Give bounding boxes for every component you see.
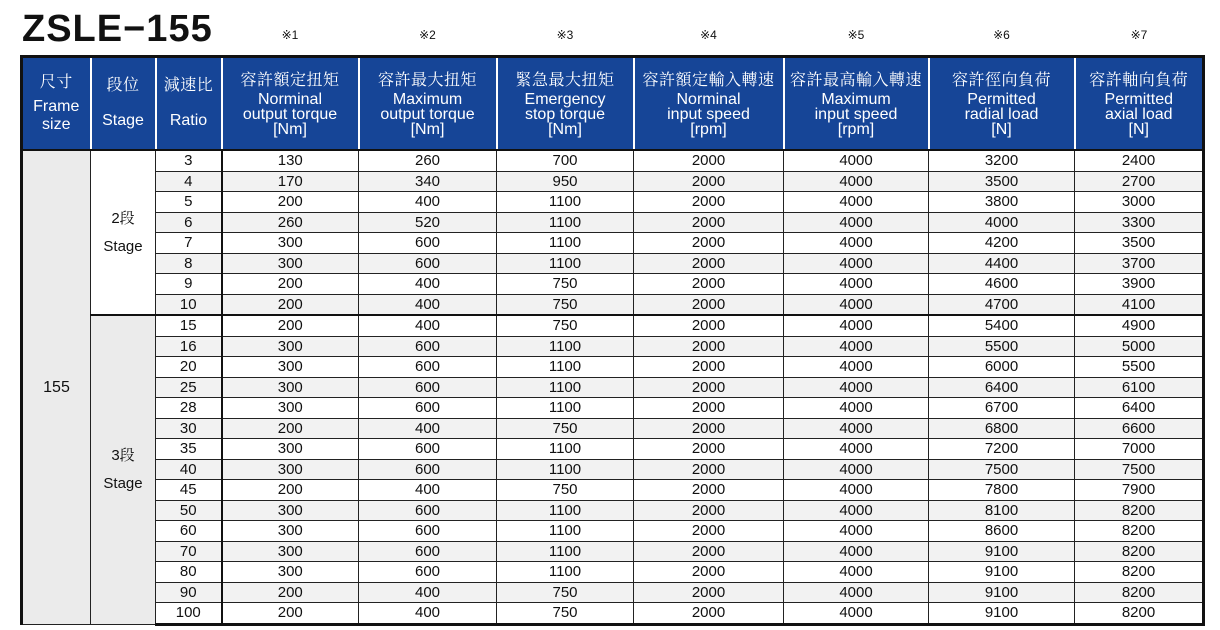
value-cell: 400 [359,315,497,336]
value-cell: 400 [359,480,497,501]
value-cell: 400 [359,274,497,295]
value-cell: 4000 [784,459,929,480]
ratio-cell: 28 [156,398,222,419]
header-maximum-output-torque: 容許最大扭矩 Maximum output torque [Nm] [359,57,497,151]
value-cell: 600 [359,562,497,583]
table-body [22,150,1204,624]
value-cell: 4000 [784,439,929,460]
value-cell: 9100 [929,541,1075,562]
value-cell: 8100 [929,500,1075,521]
table-row [22,357,1204,378]
header-maximum-input-speed: 容許最高輸入轉速 Maximum input speed [rpm] [784,57,929,151]
value-cell: 400 [359,192,497,213]
table-row [22,480,1204,501]
value-cell: 1100 [497,233,634,254]
value-cell: 2000 [634,294,784,315]
ratio-cell: 7 [156,233,222,254]
value-cell: 340 [359,171,497,192]
table-row [22,521,1204,542]
value-cell: 400 [359,582,497,603]
value-cell: 260 [359,150,497,171]
ratio-cell: 45 [156,480,222,501]
table-row [22,459,1204,480]
value-cell: 4000 [784,521,929,542]
value-cell: 2000 [634,357,784,378]
value-cell: 2000 [634,171,784,192]
value-cell: 300 [222,357,359,378]
value-cell: 600 [359,357,497,378]
table-row [22,171,1204,192]
value-cell: 7900 [1075,480,1204,501]
value-cell: 2000 [634,582,784,603]
value-cell: 9100 [929,582,1075,603]
value-cell: 300 [222,398,359,419]
value-cell: 1100 [497,377,634,398]
value-cell: 400 [359,603,497,625]
value-cell: 5500 [1075,357,1204,378]
value-cell: 750 [497,418,634,439]
value-cell: 520 [359,212,497,233]
ratio-cell: 16 [156,336,222,357]
value-cell: 2000 [634,459,784,480]
value-cell: 1100 [497,192,634,213]
value-cell: 4700 [929,294,1075,315]
value-cell: 2000 [634,336,784,357]
value-cell: 300 [222,541,359,562]
value-cell: 1100 [497,541,634,562]
value-cell: 8200 [1075,562,1204,583]
header-emergency-stop-torque: 緊急最大扭矩 Emergency stop torque [Nm] [497,57,634,151]
footnote-marker: ※3 [556,28,574,42]
header-ratio: 減速比 Ratio [156,57,222,151]
value-cell: 2000 [634,274,784,295]
table-row [22,233,1204,254]
value-cell: 3200 [929,150,1075,171]
value-cell: 200 [222,192,359,213]
ratio-cell: 80 [156,562,222,583]
ratio-cell: 3 [156,150,222,171]
stage-cell [91,150,156,315]
value-cell: 1100 [497,253,634,274]
table-row [22,603,1204,625]
value-cell: 750 [497,480,634,501]
table-row [22,336,1204,357]
value-cell: 3800 [929,192,1075,213]
value-cell: 2000 [634,377,784,398]
value-cell: 6400 [929,377,1075,398]
value-cell: 9100 [929,603,1075,625]
value-cell: 6400 [1075,398,1204,419]
value-cell: 600 [359,439,497,460]
table-row [22,212,1204,233]
value-cell: 200 [222,294,359,315]
value-cell: 600 [359,541,497,562]
value-cell: 7800 [929,480,1075,501]
ratio-cell: 60 [156,521,222,542]
ratio-cell: 40 [156,459,222,480]
value-cell: 3000 [1075,192,1204,213]
value-cell: 400 [359,418,497,439]
value-cell: 2000 [634,253,784,274]
value-cell: 300 [222,233,359,254]
footnote-marker: ※7 [1130,28,1148,42]
ratio-cell: 50 [156,500,222,521]
value-cell: 300 [222,500,359,521]
stage-label-zh: 3段 [111,446,135,464]
stage-label-zh: 2段 [111,209,135,227]
value-cell: 7200 [929,439,1075,460]
ratio-cell: 4 [156,171,222,192]
table-row [22,541,1204,562]
value-cell: 8200 [1075,500,1204,521]
value-cell: 8200 [1075,521,1204,542]
header-nominal-output-torque: 容許額定扭矩 Norminal output torque [Nm] [222,57,359,151]
value-cell: 1100 [497,439,634,460]
value-cell: 600 [359,253,497,274]
value-cell: 200 [222,315,359,336]
value-cell: 750 [497,582,634,603]
value-cell: 4000 [784,253,929,274]
table-row [22,274,1204,295]
value-cell: 8200 [1075,582,1204,603]
value-cell: 4000 [784,541,929,562]
value-cell: 4000 [784,212,929,233]
ratio-cell: 90 [156,582,222,603]
ratio-cell: 35 [156,439,222,460]
ratio-cell: 20 [156,357,222,378]
ratio-cell: 25 [156,377,222,398]
value-cell: 2000 [634,233,784,254]
value-cell: 8600 [929,521,1075,542]
ratio-cell: 15 [156,315,222,336]
value-cell: 4000 [784,294,929,315]
value-cell: 4000 [784,582,929,603]
value-cell: 750 [497,294,634,315]
value-cell: 4000 [784,336,929,357]
value-cell: 2000 [634,500,784,521]
value-cell: 300 [222,336,359,357]
value-cell: 6600 [1075,418,1204,439]
table-header-row [22,57,1204,151]
value-cell: 750 [497,315,634,336]
header-permitted-axial-load: 容許軸向負荷 Permitted axial load [N] [1075,57,1204,151]
value-cell: 3700 [1075,253,1204,274]
value-cell: 2700 [1075,171,1204,192]
value-cell: 8200 [1075,603,1204,625]
value-cell: 4000 [784,233,929,254]
ratio-cell: 8 [156,253,222,274]
value-cell: 4600 [929,274,1075,295]
value-cell: 1100 [497,212,634,233]
ratio-cell: 30 [156,418,222,439]
ratio-cell: 70 [156,541,222,562]
stage-cell [91,315,156,624]
value-cell: 7000 [1075,439,1204,460]
value-cell: 600 [359,398,497,419]
value-cell: 4000 [784,398,929,419]
value-cell: 200 [222,480,359,501]
value-cell: 6800 [929,418,1075,439]
value-cell: 4000 [784,357,929,378]
frame-size-cell: 155 [22,150,91,624]
header-frame-size: 尺寸 Frame size [22,57,91,151]
ratio-cell: 9 [156,274,222,295]
value-cell: 600 [359,336,497,357]
value-cell: 4000 [784,562,929,583]
value-cell: 300 [222,521,359,542]
value-cell: 4400 [929,253,1075,274]
table-row [22,315,1204,336]
value-cell: 2000 [634,541,784,562]
value-cell: 300 [222,459,359,480]
value-cell: 200 [222,582,359,603]
value-cell: 4000 [784,480,929,501]
value-cell: 4000 [929,212,1075,233]
value-cell: 4000 [784,274,929,295]
value-cell: 5000 [1075,336,1204,357]
value-cell: 1100 [497,562,634,583]
value-cell: 4000 [784,150,929,171]
header-nominal-input-speed: 容許額定輸入轉速 Norminal input speed [rpm] [634,57,784,151]
value-cell: 4000 [784,315,929,336]
value-cell: 2000 [634,562,784,583]
table-row [22,192,1204,213]
value-cell: 3300 [1075,212,1204,233]
value-cell: 4000 [784,603,929,625]
value-cell: 300 [222,562,359,583]
value-cell: 2000 [634,192,784,213]
footnote-marker: ※1 [281,28,299,42]
footnote-marker-row [22,55,1204,57]
value-cell: 2000 [634,480,784,501]
value-cell: 1100 [497,398,634,419]
value-cell: 4000 [784,171,929,192]
value-cell: 600 [359,500,497,521]
value-cell: 2400 [1075,150,1204,171]
value-cell: 1100 [497,459,634,480]
footnote-marker: ※6 [993,28,1010,42]
table-row [22,294,1204,315]
value-cell: 300 [222,439,359,460]
table-row [22,582,1204,603]
value-cell: 2000 [634,150,784,171]
value-cell: 4000 [784,377,929,398]
value-cell: 1100 [497,521,634,542]
value-cell: 7500 [1075,459,1204,480]
table-row [22,418,1204,439]
value-cell: 950 [497,171,634,192]
value-cell: 4200 [929,233,1075,254]
value-cell: 3500 [929,171,1075,192]
value-cell: 9100 [929,562,1075,583]
value-cell: 600 [359,459,497,480]
value-cell: 2000 [634,439,784,460]
header-permitted-radial-load: 容許徑向負荷 Permitted radial load [N] [929,57,1075,151]
value-cell: 300 [222,253,359,274]
header-stage: 段位 Stage [91,57,156,151]
value-cell: 750 [497,274,634,295]
value-cell: 130 [222,150,359,171]
value-cell: 170 [222,171,359,192]
value-cell: 2000 [634,398,784,419]
stage-label-en: Stage [103,474,143,492]
value-cell: 1100 [497,500,634,521]
page-title: ZSLE−155 [22,8,213,50]
table-row [22,253,1204,274]
value-cell: 600 [359,377,497,398]
table-row [22,398,1204,419]
table-row [22,500,1204,521]
value-cell: 6000 [929,357,1075,378]
footnote-marker: ※4 [700,28,717,42]
value-cell: 300 [222,377,359,398]
value-cell: 200 [222,418,359,439]
value-cell: 6700 [929,398,1075,419]
footnote-marker: ※2 [419,28,436,42]
ratio-cell: 10 [156,294,222,315]
stage-label-en: Stage [103,237,143,255]
value-cell: 2000 [634,315,784,336]
value-cell: 1100 [497,336,634,357]
table-row [22,562,1204,583]
value-cell: 4000 [784,418,929,439]
value-cell: 700 [497,150,634,171]
value-cell: 2000 [634,212,784,233]
value-cell: 4000 [784,500,929,521]
ratio-cell: 5 [156,192,222,213]
footnote-marker: ※5 [847,28,865,42]
value-cell: 600 [359,233,497,254]
value-cell: 3500 [1075,233,1204,254]
value-cell: 2000 [634,603,784,625]
value-cell: 7500 [929,459,1075,480]
value-cell: 6100 [1075,377,1204,398]
ratio-cell: 6 [156,212,222,233]
value-cell: 1100 [497,357,634,378]
value-cell: 400 [359,294,497,315]
value-cell: 750 [497,603,634,625]
value-cell: 2000 [634,521,784,542]
value-cell: 200 [222,274,359,295]
value-cell: 600 [359,521,497,542]
value-cell: 260 [222,212,359,233]
value-cell: 4100 [1075,294,1204,315]
value-cell: 4900 [1075,315,1204,336]
value-cell: 2000 [634,418,784,439]
value-cell: 8200 [1075,541,1204,562]
value-cell: 200 [222,603,359,625]
value-cell: 5500 [929,336,1075,357]
table-row [22,439,1204,460]
table-row [22,150,1204,171]
value-cell: 4000 [784,192,929,213]
value-cell: 3900 [1075,274,1204,295]
table-row [22,377,1204,398]
value-cell: 5400 [929,315,1075,336]
ratio-cell: 100 [156,603,222,625]
